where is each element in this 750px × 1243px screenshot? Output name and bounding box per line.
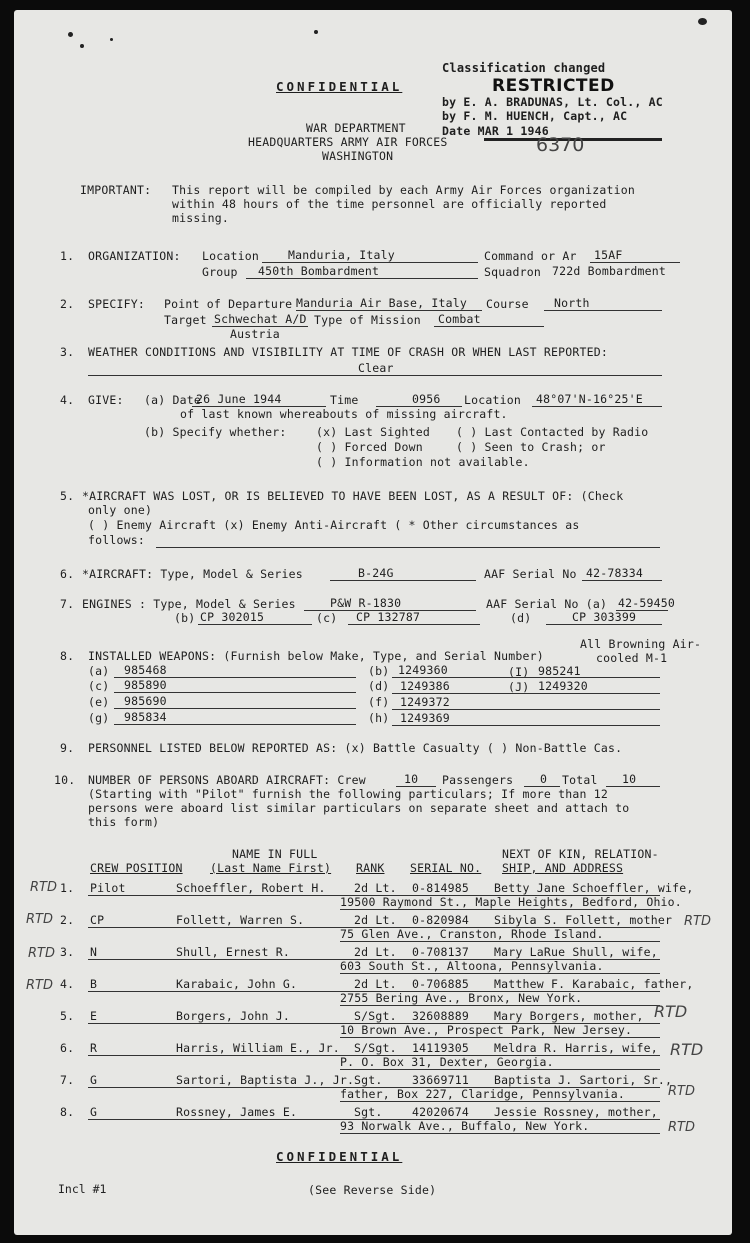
crew-kin-name: Baptista J. Sartori, Sr., xyxy=(494,1073,673,1087)
s2-departure: Manduria Air Base, Italy xyxy=(296,296,467,310)
s4-opt-forced-down: ( ) Forced Down xyxy=(316,440,423,454)
s4-whereabouts: of last known whereabouts of missing aircraft. xyxy=(180,407,508,421)
change-by-1: by E. A. BRADUNAS, Lt. Col., AC xyxy=(442,95,663,109)
crew-row-line xyxy=(88,991,660,992)
crew-row-line xyxy=(88,1087,660,1088)
s2-target-country: Austria xyxy=(230,327,280,341)
header-serial: SERIAL NO. xyxy=(410,861,482,875)
header-name-1: NAME IN FULL xyxy=(232,847,318,861)
s1-location-label: Location xyxy=(202,249,259,263)
s4-date-label: (a) Date xyxy=(144,393,201,407)
s7-label: ENGINES : Type, Model & Series xyxy=(82,597,296,611)
header-kin-2: SHIP, AND ADDRESS xyxy=(502,861,624,875)
crew-row-line xyxy=(88,895,660,896)
crew-kin-address: 19500 Raymond St., Maple Heights, Bedford, Ohio. xyxy=(340,895,682,909)
s2-num: 2. xyxy=(60,297,75,311)
s8-d-label: (d) xyxy=(368,679,390,693)
header-kin-1: NEXT OF KIN, RELATION- xyxy=(502,847,659,861)
crew-position: R xyxy=(90,1041,98,1055)
s8-d-line xyxy=(392,693,660,694)
s3-num: 3. xyxy=(60,345,75,359)
s4-date: 26 June 1944 xyxy=(196,392,282,406)
s8-weapon-i: 985241 xyxy=(538,664,581,678)
s4-specify-label: (b) Specify whether: xyxy=(144,425,287,439)
header-rank: RANK xyxy=(356,861,385,875)
rtd-note: RTD xyxy=(26,912,53,927)
s2-mission-line xyxy=(434,326,544,327)
s5-line4: follows: xyxy=(88,533,145,547)
rtd-note: RTD xyxy=(26,978,53,993)
s4-location: 48°07'N-16°25'E xyxy=(536,392,643,406)
s8-note-1: All Browning Air- xyxy=(580,637,702,651)
s1-group-line xyxy=(246,278,478,279)
s2-course: North xyxy=(554,296,590,310)
rtd-note: RTD xyxy=(668,1120,695,1135)
s5-line3: ( ) Enemy Aircraft (x) Enemy Anti-Aircraft ( * Other circumstances as xyxy=(88,518,580,532)
s7-b-label: (b) xyxy=(174,611,196,625)
s5-label: *AIRCRAFT WAS LOST, OR IS BELIEVED TO HAVE BEEN LOST, AS A RESULT OF: (Check xyxy=(82,489,624,503)
crew-address-line xyxy=(340,1037,660,1038)
crew-row-line xyxy=(88,1023,660,1024)
crew-row-line xyxy=(88,959,660,960)
classification-change-title: Classification changed xyxy=(442,61,606,75)
s5-line xyxy=(156,547,660,548)
s10-num: 10. xyxy=(54,773,76,787)
s8-weapon-c: 985890 xyxy=(124,678,167,692)
crew-rank: Sgt. xyxy=(354,1105,383,1119)
crew-rank: 2d Lt. xyxy=(354,881,397,895)
rtd-note: RTD xyxy=(30,880,57,895)
classification-bottom: CONFIDENTIAL xyxy=(276,1149,403,1164)
dept-hq: HEADQUARTERS ARMY AIR FORCES xyxy=(248,135,448,149)
s7-serial-d-line xyxy=(546,624,662,625)
crew-kin-address: 93 Norwalk Ave., Buffalo, New York. xyxy=(340,1119,590,1133)
s8-b-label: (b) xyxy=(368,664,390,678)
crew-rank: 2d Lt. xyxy=(354,945,397,959)
crew-address-line xyxy=(340,909,660,910)
rtd-note: RTD xyxy=(670,1040,704,1059)
s4-time: 0956 xyxy=(412,392,441,406)
s9-label: PERSONNEL LISTED BELOW REPORTED AS: (x) Battle Casualty ( ) Non-Battle Cas. xyxy=(88,741,623,755)
s7-serial-label: AAF Serial No (a) xyxy=(486,597,608,611)
crew-kin-address: 10 Brown Ave., Prospect Park, New Jersey. xyxy=(340,1023,633,1037)
rtd-note: RTD xyxy=(654,1002,688,1021)
report-number: 6370 xyxy=(536,134,585,156)
rtd-note: RTD xyxy=(668,1084,695,1099)
s4-num: 4. xyxy=(60,393,75,407)
s6-num: 6. xyxy=(60,567,75,581)
important-line2: within 48 hours of the time personnel are officially reported xyxy=(172,197,607,211)
crew-name: Sartori, Baptista J., Jr. xyxy=(176,1073,355,1087)
crew-kin-name: Matthew F. Karabaic, father, xyxy=(494,977,694,991)
crew-num: 6. xyxy=(60,1041,75,1055)
ink-speck xyxy=(80,44,84,48)
crew-serial: 0-820984 xyxy=(412,913,469,927)
change-by-2: by F. M. HUENCH, Capt., AC xyxy=(442,109,628,123)
dept-city: WASHINGTON xyxy=(322,149,394,163)
crew-position: N xyxy=(90,945,98,959)
header-position: CREW POSITION xyxy=(90,861,183,875)
crew-kin-name: Sibyla S. Follett, mother xyxy=(494,913,673,927)
s6-model: B-24G xyxy=(358,566,394,580)
crew-position: CP xyxy=(90,913,105,927)
s1-command: 15AF xyxy=(594,248,623,262)
s2-course-label: Course xyxy=(486,297,529,311)
crew-position: B xyxy=(90,977,98,991)
crew-position: G xyxy=(90,1073,98,1087)
crew-kin-address: P. O. Box 31, Dexter, Georgia. xyxy=(340,1055,554,1069)
s6-model-line xyxy=(330,580,476,581)
crew-address-line xyxy=(340,941,660,942)
see-reverse: (See Reverse Side) xyxy=(308,1183,437,1197)
crew-kin-address: father, Box 227, Claridge, Pennsylvania. xyxy=(340,1087,625,1101)
s10-total-line xyxy=(606,786,660,787)
s1-squadron: 722d Bombardment xyxy=(552,264,666,278)
header-name-2: (Last Name First) xyxy=(210,861,332,875)
crew-serial: 0-708137 xyxy=(412,945,469,959)
s2-label: SPECIFY: xyxy=(88,297,145,311)
crew-rank: S/Sgt. xyxy=(354,1041,397,1055)
rtd-note: RTD xyxy=(684,914,711,929)
s7-serial-c-line xyxy=(348,624,480,625)
s8-note-2: cooled M-1 xyxy=(596,651,668,665)
crew-kin-address: 603 South St., Altoona, Pennsylvania. xyxy=(340,959,604,973)
crew-kin-address: 75 Glen Ave., Cranston, Rhode Island. xyxy=(340,927,604,941)
crew-address-line xyxy=(340,1133,660,1134)
crew-kin-name: Meldra R. Harris, wife, xyxy=(494,1041,658,1055)
s10-pass: 0 xyxy=(540,772,548,786)
s8-b-line xyxy=(392,677,660,678)
s7-c-label: (c) xyxy=(316,611,338,625)
s3-label: WEATHER CONDITIONS AND VISIBILITY AT TIME OF CRASH OR WHEN LAST REPORTED: xyxy=(88,345,609,359)
s8-weapon-f: 1249372 xyxy=(400,695,450,709)
important-line3: missing. xyxy=(172,211,229,225)
s7-serial-b: CP 302015 xyxy=(200,610,265,624)
crew-serial: 42020674 xyxy=(412,1105,469,1119)
s1-location-line xyxy=(262,262,478,263)
s2-course-line xyxy=(544,310,662,311)
s2-mission-label: Type of Mission xyxy=(314,313,421,327)
s10-line2: (Starting with "Pilot" furnish the following particulars; If more than 12 xyxy=(88,787,609,801)
s6-serial-line xyxy=(582,580,662,581)
crew-address-line xyxy=(340,1005,660,1006)
s6-serial: 42-78334 xyxy=(586,566,643,580)
crew-row-line xyxy=(88,927,660,928)
s10-total: 10 xyxy=(622,772,637,786)
crew-name: Shull, Ernest R. xyxy=(176,945,290,959)
s10-total-label: Total xyxy=(562,773,598,787)
s7-serial-a: 42-59450 xyxy=(618,596,675,610)
crew-kin-name: Betty Jane Schoeffler, wife, xyxy=(494,881,694,895)
s10-line4: this form) xyxy=(88,815,160,829)
s10-line3: persons were aboard list similar particulars on separate sheet and attach to xyxy=(88,801,630,815)
s7-d-label: (d) xyxy=(510,611,532,625)
s8-label: INSTALLED WEAPONS: (Furnish below Make, Type, and Serial Number) xyxy=(88,649,544,663)
crew-name: Karabaic, John G. xyxy=(176,977,298,991)
s1-group: 450th Bombardment xyxy=(258,264,380,278)
crew-num: 1. xyxy=(60,881,75,895)
crew-rank: S/Sgt. xyxy=(354,1009,397,1023)
crew-serial: 0-706885 xyxy=(412,977,469,991)
restricted-stamp: RESTRICTED xyxy=(492,76,615,96)
s8-j-label: (J) xyxy=(508,680,530,694)
s7-serial-d: CP 303399 xyxy=(572,610,637,624)
crew-num: 7. xyxy=(60,1073,75,1087)
crew-name: Rossney, James E. xyxy=(176,1105,298,1119)
crew-row-line xyxy=(88,1119,660,1120)
s10-crew: 10 xyxy=(404,772,419,786)
s1-command-label: Command or Ar xyxy=(484,249,577,263)
s8-e-line xyxy=(114,708,356,709)
s8-weapon-e: 985690 xyxy=(124,694,167,708)
s8-h-label: (h) xyxy=(368,711,390,725)
s1-command-line xyxy=(590,262,680,263)
crew-serial: 33669711 xyxy=(412,1073,469,1087)
s8-weapon-g: 985834 xyxy=(124,710,167,724)
s8-weapon-a: 985468 xyxy=(124,663,167,677)
crew-name: Schoeffler, Robert H. xyxy=(176,881,326,895)
s5-line2: only one) xyxy=(88,503,153,517)
s4-location-label: Location xyxy=(464,393,521,407)
crew-num: 2. xyxy=(60,913,75,927)
s4-location-line xyxy=(532,406,662,407)
s8-c-line xyxy=(114,692,356,693)
crew-name: Follett, Warren S. xyxy=(176,913,305,927)
s8-e-label: (e) xyxy=(88,695,110,709)
crew-address-line xyxy=(340,1069,660,1070)
crew-rank: 2d Lt. xyxy=(354,913,397,927)
crew-address-line xyxy=(340,1101,660,1102)
s1-location: Manduria, Italy xyxy=(288,248,395,262)
crew-name: Borgers, John J. xyxy=(176,1009,290,1023)
s8-g-label: (g) xyxy=(88,711,110,725)
s1-num: 1. xyxy=(60,249,75,263)
s4-opt-no-info: ( ) Information not available. xyxy=(316,455,530,469)
document-page xyxy=(14,10,732,1235)
important-label: IMPORTANT: xyxy=(80,183,152,197)
s4-label: GIVE: xyxy=(88,393,124,407)
s8-num: 8. xyxy=(60,649,75,663)
s8-h-line xyxy=(392,725,660,726)
crew-kin-address: 2755 Bering Ave., Bronx, New York. xyxy=(340,991,583,1005)
s4-time-label: Time xyxy=(330,393,359,407)
dept-title: WAR DEPARTMENT xyxy=(306,121,406,135)
s5-num: 5. xyxy=(60,489,75,503)
s2-departure-label: Point of Departure xyxy=(164,297,293,311)
s2-departure-line xyxy=(296,310,482,311)
incl-note: Incl #1 xyxy=(58,1182,107,1196)
s7-serial-c: CP 132787 xyxy=(356,610,421,624)
crew-row-line xyxy=(88,1055,660,1056)
s8-f-label: (f) xyxy=(368,695,390,709)
s1-group-label: Group xyxy=(202,265,238,279)
s8-f-line xyxy=(392,709,660,710)
s3-value: Clear xyxy=(358,361,394,375)
s8-c-label: (c) xyxy=(88,679,110,693)
s4-opt-last-sighted: (x) Last Sighted xyxy=(316,425,430,439)
s7-model: P&W R-1830 xyxy=(330,596,402,610)
s10-label: NUMBER OF PERSONS ABOARD AIRCRAFT: Crew xyxy=(88,773,366,787)
s1-label: ORGANIZATION: xyxy=(88,249,181,263)
s9-num: 9. xyxy=(60,741,75,755)
s3-line xyxy=(88,375,662,376)
crew-serial: 14119305 xyxy=(412,1041,469,1055)
s4-opt-last-contacted: ( ) Last Contacted by Radio xyxy=(456,425,649,439)
s8-a-label: (a) xyxy=(88,664,110,678)
crew-num: 4. xyxy=(60,977,75,991)
crew-kin-name: Mary LaRue Shull, wife, xyxy=(494,945,658,959)
crew-position: E xyxy=(90,1009,98,1023)
s6-label: *AIRCRAFT: Type, Model & Series xyxy=(82,567,303,581)
crew-kin-name: Jessie Rossney, mother, xyxy=(494,1105,658,1119)
s8-weapon-d: 1249386 xyxy=(400,679,450,693)
crew-serial: 0-814985 xyxy=(412,881,469,895)
crew-rank: Sgt. xyxy=(354,1073,383,1087)
crew-rank: 2d Lt. xyxy=(354,977,397,991)
s7-num: 7. xyxy=(60,597,75,611)
s8-weapon-h: 1249369 xyxy=(400,711,450,725)
crew-kin-name: Mary Borgers, mother, xyxy=(494,1009,644,1023)
ink-speck xyxy=(68,32,73,37)
crew-position: Pilot xyxy=(90,881,126,895)
s2-mission: Combat xyxy=(438,312,481,326)
s8-g-line xyxy=(114,724,356,725)
s7-serial-b-line xyxy=(198,624,312,625)
s1-squadron-label: Squadron xyxy=(484,265,541,279)
s2-target-label: Target xyxy=(164,313,207,327)
ink-speck xyxy=(314,30,318,34)
crew-num: 3. xyxy=(60,945,75,959)
important-line1: This report will be compiled by each Army Air Forces organization xyxy=(172,183,636,197)
ink-speck xyxy=(110,38,113,41)
crew-position: G xyxy=(90,1105,98,1119)
crew-num: 5. xyxy=(60,1009,75,1023)
crew-address-line xyxy=(340,973,660,974)
s4-opt-seen-crash: ( ) Seen to Crash; or xyxy=(456,440,606,454)
classification-top: CONFIDENTIAL xyxy=(276,79,403,94)
s8-i-label: (I) xyxy=(508,665,530,679)
change-date: Date MAR 1 1946 xyxy=(442,124,549,138)
rtd-note: RTD xyxy=(28,946,55,961)
crew-name: Harris, William E., Jr. xyxy=(176,1041,340,1055)
s8-weapon-b: 1249360 xyxy=(398,663,448,677)
crew-num: 8. xyxy=(60,1105,75,1119)
s2-target: Schwechat A/D xyxy=(214,312,307,326)
ink-speck xyxy=(698,18,707,25)
s6-serial-label: AAF Serial No xyxy=(484,567,577,581)
s8-weapon-j: 1249320 xyxy=(538,679,588,693)
s10-pass-label: Passengers xyxy=(442,773,514,787)
crew-serial: 32608889 xyxy=(412,1009,469,1023)
